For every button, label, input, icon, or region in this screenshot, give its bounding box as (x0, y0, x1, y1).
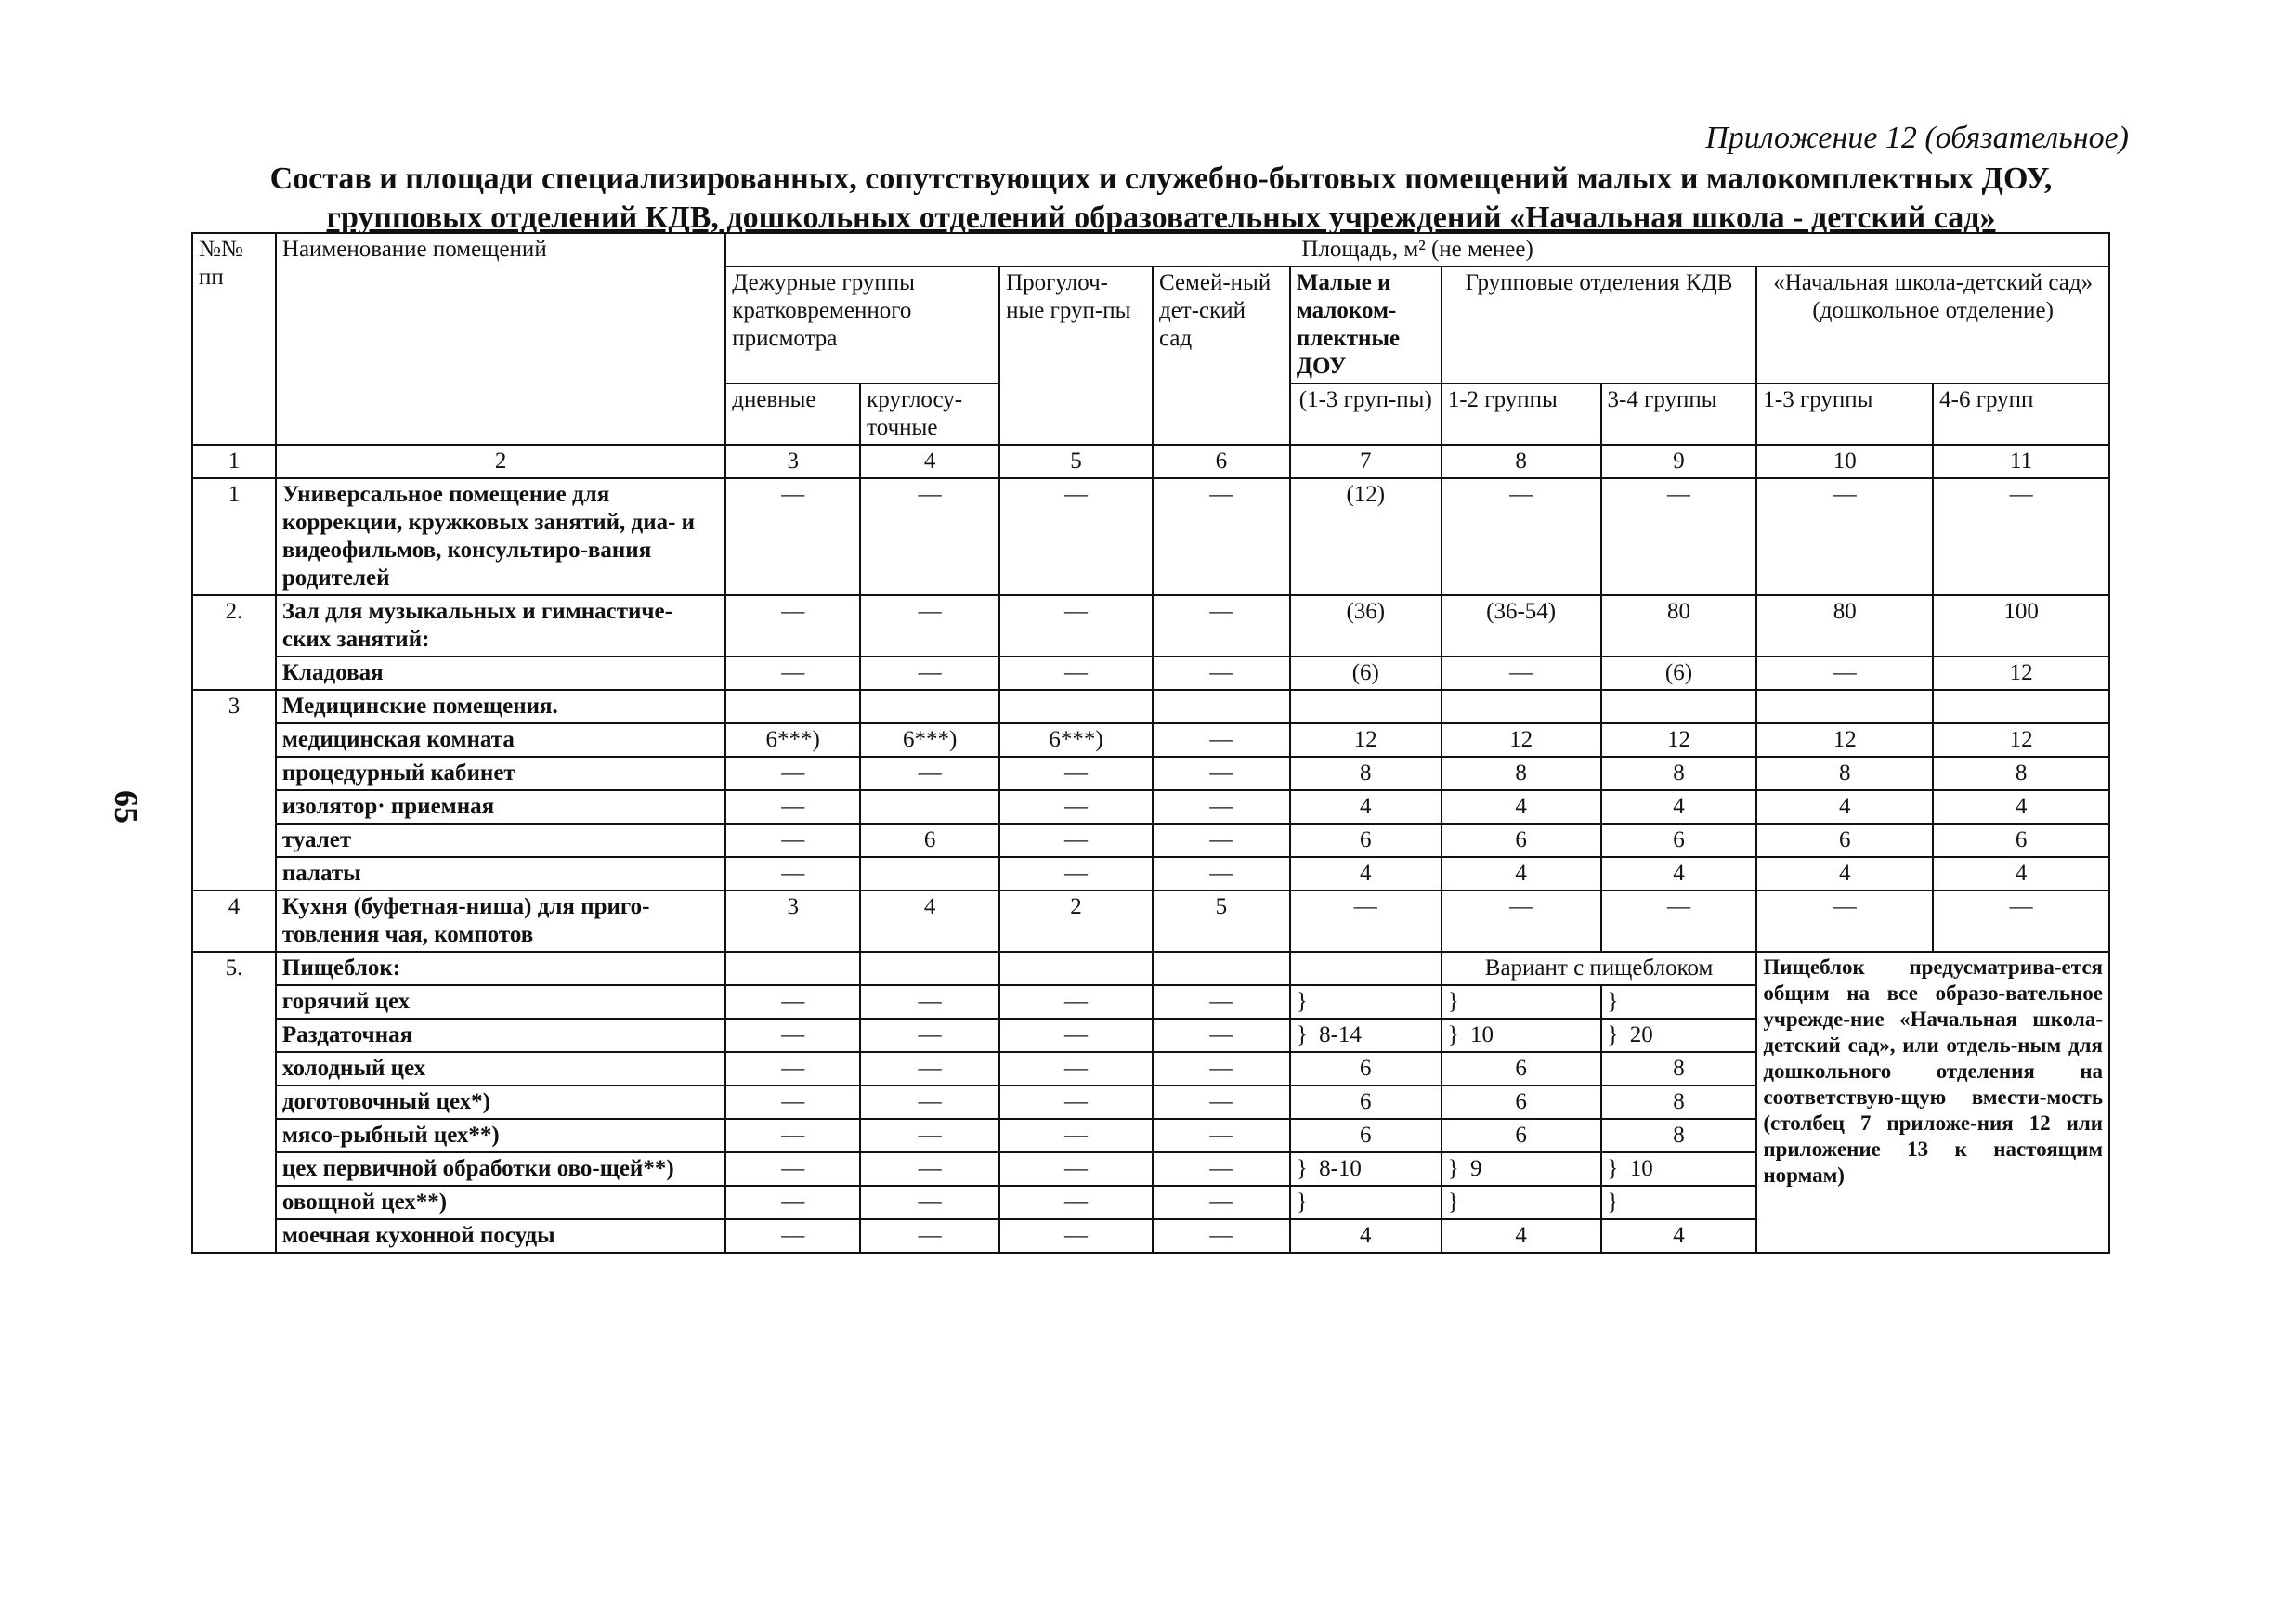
cell: — (860, 656, 999, 690)
header-area: Площадь, м² (не менее) (725, 233, 2109, 266)
cell: — (725, 857, 860, 890)
cell: 6 (1290, 1052, 1442, 1085)
cell: 4 (1756, 857, 1933, 890)
cell: 10 (1469, 1022, 1494, 1047)
cell: — (999, 656, 1153, 690)
brace-mark: } (1296, 989, 1308, 1014)
table-row (192, 723, 2109, 757)
cell: — (1442, 890, 1601, 952)
cell: 8 (1601, 1119, 1757, 1152)
cell: — (999, 790, 1153, 824)
header-family: Семей-ный дет-ский сад (1153, 266, 1290, 445)
row-name: Кладовая (276, 656, 725, 690)
table-row (192, 757, 2109, 790)
appendix-label: Приложение 12 (обязательное) (1705, 121, 2129, 155)
row-name: Медицинские помещения. (276, 690, 725, 723)
brace-mark: } (1296, 1189, 1308, 1215)
cell: 8 (1756, 757, 1933, 790)
col-number: 2 (276, 445, 725, 478)
row-num: 2. (192, 595, 276, 690)
cell: — (725, 1019, 860, 1052)
header-duty: Дежурные группы кратковременного присмотра (725, 266, 999, 383)
cell: — (1153, 656, 1290, 690)
header-kdv: Групповые отделения КДВ (1442, 266, 1757, 383)
cell: 6 (1290, 1085, 1442, 1119)
cell: 4 (1290, 857, 1442, 890)
cell: 6 (1933, 824, 2109, 857)
cell: — (860, 1219, 999, 1253)
cell: — (1153, 985, 1290, 1019)
cell: 4 (860, 890, 999, 952)
table-row (192, 595, 2109, 656)
brace-mark: } (1296, 1156, 1308, 1181)
row-num: 3 (192, 690, 276, 890)
cell: — (999, 1019, 1153, 1052)
cell: 4 (1442, 790, 1601, 824)
header-school-13: 1-3 группы (1756, 383, 1933, 445)
cell: — (725, 478, 860, 595)
cell: — (999, 985, 1153, 1019)
cell: 4 (1290, 790, 1442, 824)
header-num: №№ пп (192, 233, 276, 445)
col-number: 11 (1933, 445, 2109, 478)
table-header-row (192, 233, 2109, 266)
table-row (192, 824, 2109, 857)
row-name: Раздаточная (276, 1019, 725, 1052)
cell: — (1153, 857, 1290, 890)
cell: — (1153, 1219, 1290, 1253)
cell: — (725, 1186, 860, 1219)
cell: 6 (1442, 1085, 1601, 1119)
table-row (192, 690, 2109, 723)
column-number-row (192, 445, 2109, 478)
col-number: 3 (725, 445, 860, 478)
row-name: горячий цех (276, 985, 725, 1019)
cell: 4 (1756, 790, 1933, 824)
cell: 10 (1629, 1156, 1653, 1181)
rooms-area-table (191, 232, 2110, 1254)
table-row (192, 890, 2109, 952)
cell: 20 (1629, 1022, 1653, 1047)
cell: — (725, 790, 860, 824)
cell: — (1442, 478, 1601, 595)
row-name: Универсальное помещение для коррекции, кружковых занятий, диа- и видеофильмов, консультиро-вания родителей (276, 478, 725, 595)
row-num: 4 (192, 890, 276, 952)
row-name: туалет (276, 824, 725, 857)
cell: — (999, 1085, 1153, 1119)
col-number: 7 (1290, 445, 1442, 478)
cell: — (999, 1152, 1153, 1186)
cell: 6 (1756, 824, 1933, 857)
cell: — (1153, 790, 1290, 824)
cell: 4 (1933, 857, 2109, 890)
header-small: Малые и малоком-плектные ДОУ (1290, 266, 1442, 383)
cell: — (725, 1219, 860, 1253)
cell: — (1153, 824, 1290, 857)
cell: — (725, 595, 860, 656)
brace-mark: } (1447, 1022, 1459, 1047)
cell: — (1933, 890, 2109, 952)
cell: 12 (1933, 656, 2109, 690)
cell: — (999, 1119, 1153, 1152)
cell: — (860, 595, 999, 656)
cell: — (1153, 1052, 1290, 1085)
cell: 6 (1290, 824, 1442, 857)
cell: 6***) (860, 723, 999, 757)
cell: — (999, 478, 1153, 595)
document-subtitle: групповых отделений КДВ, дошкольных отделений образовательных учреждений «Начальная школа - детский сад» (326, 201, 1996, 235)
cell: 80 (1601, 595, 1757, 656)
cell: — (1153, 478, 1290, 595)
cell: 4 (1290, 1219, 1442, 1253)
col-number: 9 (1601, 445, 1757, 478)
cell: — (1290, 890, 1442, 952)
brace-mark: } (1607, 989, 1619, 1014)
cell: — (725, 824, 860, 857)
cell: 4 (1601, 790, 1757, 824)
cell: — (999, 1186, 1153, 1219)
cell: 8-10 (1319, 1156, 1362, 1181)
variant-label: Вариант с пищеблоком (1442, 952, 1757, 985)
cell: — (1153, 757, 1290, 790)
brace-mark: } (1607, 1189, 1619, 1215)
cell: 12 (1601, 723, 1757, 757)
header-kdv-12: 1-2 группы (1442, 383, 1601, 445)
cell: 4 (1442, 857, 1601, 890)
cell: — (860, 757, 999, 790)
col-number: 10 (1756, 445, 1933, 478)
cell: — (999, 1219, 1153, 1253)
cell: — (999, 824, 1153, 857)
col-number: 8 (1442, 445, 1601, 478)
cell: — (1153, 1186, 1290, 1219)
row-name: изолятор· приемная (276, 790, 725, 824)
cell: — (999, 757, 1153, 790)
cell: — (1153, 1152, 1290, 1186)
brace-mark: } (1607, 1156, 1619, 1181)
row-name: Пищеблок: (276, 952, 725, 985)
table-row (192, 952, 2109, 985)
cell: (36) (1290, 595, 1442, 656)
header-duty-day: дневные (725, 383, 860, 445)
row-name: доготовочный цех*) (276, 1085, 725, 1119)
cell: (6) (1290, 656, 1442, 690)
cell: 12 (1290, 723, 1442, 757)
cell: (6) (1601, 656, 1757, 690)
col-number: 6 (1153, 445, 1290, 478)
cell: — (1153, 595, 1290, 656)
cell: 80 (1756, 595, 1933, 656)
header-school: «Начальная школа-детский сад» (дошкольное отделение) (1756, 266, 2109, 383)
table-row (192, 656, 2109, 690)
header-small-sub: (1-3 груп-пы) (1290, 383, 1442, 445)
row-name: палаты (276, 857, 725, 890)
cell: — (1756, 656, 1933, 690)
kitchen-note: Пищеблок предусматрива-ется общим на все образо-вательное учрежде-ние «Начальная школа-детский сад», или отдель-ным для дошкольного отделения на соответствую-щую вмести-мость (столбец 7 приложе-ния 12 или приложение 13 к настоящим нормам) (1756, 952, 2109, 1253)
brace-mark: } (1607, 1022, 1619, 1047)
cell: 4 (1442, 1219, 1601, 1253)
table-row (192, 478, 2109, 595)
cell: 6***) (725, 723, 860, 757)
header-school-46: 4-6 групп (1933, 383, 2109, 445)
table-row (192, 857, 2109, 890)
cell: — (1153, 1019, 1290, 1052)
cell: — (1933, 478, 2109, 595)
brace-mark: } (1447, 1189, 1459, 1215)
cell: 2 (999, 890, 1153, 952)
cell: 8-14 (1319, 1022, 1362, 1047)
cell: 3 (725, 890, 860, 952)
cell: 9 (1469, 1156, 1482, 1181)
cell: (12) (1290, 478, 1442, 595)
cell: 6 (1601, 824, 1757, 857)
header-duty-round: круглосу-точные (860, 383, 999, 445)
brace-mark: } (1447, 989, 1459, 1014)
page-number: 65 (108, 790, 145, 824)
cell: — (725, 1085, 860, 1119)
cell: — (860, 1019, 999, 1052)
cell: (36-54) (1442, 595, 1601, 656)
cell: — (999, 857, 1153, 890)
cell: 6 (1290, 1119, 1442, 1152)
cell: 6 (860, 824, 999, 857)
cell: — (725, 1152, 860, 1186)
cell: 4 (1601, 1219, 1757, 1253)
row-num: 1 (192, 478, 276, 595)
cell: — (725, 1119, 860, 1152)
cell: 8 (1601, 1052, 1757, 1085)
cell: — (860, 1186, 999, 1219)
cell: 8 (1290, 757, 1442, 790)
cell: 6 (1442, 1119, 1601, 1152)
cell: — (860, 1119, 999, 1152)
cell: — (999, 1052, 1153, 1085)
header-name: Наименование помещений (276, 233, 725, 445)
cell: 8 (1933, 757, 2109, 790)
cell: — (725, 985, 860, 1019)
document-title: Состав и площади специализированных, сопутствующих и служебно-бытовых помещений малых и малокомплектных ДОУ, (269, 162, 2053, 196)
header-walk: Прогулоч-ные груп-пы (999, 266, 1153, 445)
cell: — (1756, 478, 1933, 595)
row-name: овощной цех**) (276, 1186, 725, 1219)
cell: — (1442, 656, 1601, 690)
cell: — (999, 595, 1153, 656)
cell: — (860, 478, 999, 595)
brace-mark: } (1447, 1156, 1459, 1181)
cell: — (1153, 723, 1290, 757)
cell: 8 (1601, 757, 1757, 790)
cell: — (860, 1152, 999, 1186)
cell: 5 (1153, 890, 1290, 952)
row-name: моечная кухонной посуды (276, 1219, 725, 1253)
brace-mark: } (1296, 1022, 1308, 1047)
col-number: 4 (860, 445, 999, 478)
cell: 8 (1442, 757, 1601, 790)
cell: — (1153, 1119, 1290, 1152)
cell: — (1756, 890, 1933, 952)
col-number: 5 (999, 445, 1153, 478)
cell: — (860, 985, 999, 1019)
cell: — (725, 757, 860, 790)
row-name: мясо-рыбный цех**) (276, 1119, 725, 1152)
cell: 4 (1601, 857, 1757, 890)
cell: — (1601, 890, 1757, 952)
row-name: цех первичной обработки ово-щей**) (276, 1152, 725, 1186)
row-name: холодный цех (276, 1052, 725, 1085)
cell: — (1601, 478, 1757, 595)
cell: — (860, 1085, 999, 1119)
cell: 12 (1442, 723, 1601, 757)
header-kdv-34: 3-4 группы (1601, 383, 1757, 445)
cell: — (1153, 1085, 1290, 1119)
row-num: 5. (192, 952, 276, 1253)
cell: 6 (1442, 1052, 1601, 1085)
cell: 12 (1756, 723, 1933, 757)
cell: 6***) (999, 723, 1153, 757)
table-row (192, 790, 2109, 824)
cell: 12 (1933, 723, 2109, 757)
cell: 8 (1601, 1085, 1757, 1119)
row-name: процедурный кабинет (276, 757, 725, 790)
cell: — (860, 1052, 999, 1085)
row-name: Кухня (буфетная-ниша) для приго-товления чая, компотов (276, 890, 725, 952)
col-number: 1 (192, 445, 276, 478)
cell: 4 (1933, 790, 2109, 824)
cell: 6 (1442, 824, 1601, 857)
cell: — (725, 1052, 860, 1085)
cell: — (725, 656, 860, 690)
cell: 100 (1933, 595, 2109, 656)
row-name: медицинская комната (276, 723, 725, 757)
row-name: Зал для музыкальных и гимнастиче-ских занятий: (276, 595, 725, 656)
